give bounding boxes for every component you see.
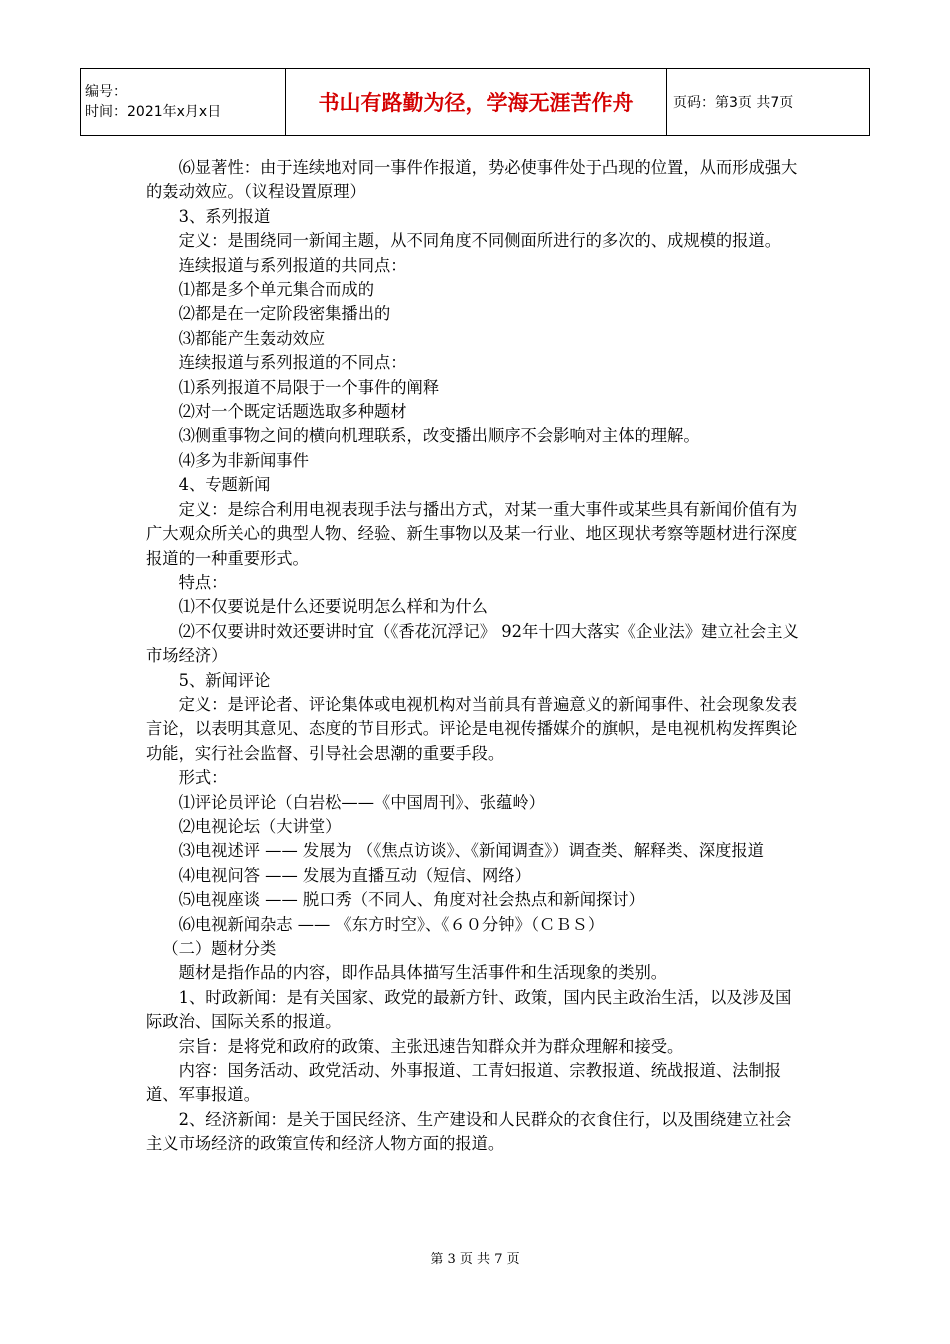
- paragraph: ⑸电视座谈 —— 脱口秀（不同人、角度对社会热点和新闻探讨）: [178, 890, 645, 910]
- paragraph: 3、系列报道: [178, 206, 271, 226]
- paragraph: 连续报道与系列报道的不同点：: [178, 353, 407, 373]
- paragraph: ⑶电视述评 —— 发展为 （《焦点访谈》、《新闻调查》）调查类、解释类、深度报道: [178, 841, 764, 861]
- paragraph: 2、经济新闻：是关于国民经济、生产建设和人民群众的衣食住行，以及围绕建立社会主义市场经济的政策宣传和经济人物方面的报道。: [146, 1109, 792, 1154]
- paragraph: 定义：是综合利用电视表现手法与播出方式，对某一重大事件或某些具有新闻价值有为广大观众所关心的典型人物、经验、新生事物以及某一行业、地区现状考察等题材进行深度报道的一种重要形式。: [146, 499, 798, 568]
- paragraph: 内容：国务活动、政党活动、外事报道、工青妇报道、宗教报道、统战报道、法制报道、军事报道。: [146, 1061, 782, 1105]
- paragraph: ⑵不仅要讲时效还要讲时宜（《香花沉浮记》 92年十四大落实《企业法》建立社会主义市场经济）: [146, 621, 799, 666]
- paragraph: 5、新闻评论: [178, 670, 271, 690]
- paragraph: ⑶侧重事物之间的横向机理联系，改变播出顺序不会影响对主体的理解。: [178, 426, 700, 446]
- document-body: [146, 156, 806, 1157]
- paragraph: （二）题材分类: [162, 939, 277, 958]
- header-meta: [81, 69, 286, 136]
- paragraph: ⑵对一个既定话题选取多种题材: [178, 402, 407, 422]
- paragraph: ⑴系列报道不局限于一个事件的阐释: [178, 377, 440, 397]
- paragraph: ⑹电视新闻杂志 —— 《东方时空》、《６０分钟》（ＣＢＳ）: [178, 914, 605, 934]
- paragraph: ⑹显著性：由于连续地对同一事件作报道，势必使事件处于凸现的位置，从而形成强大的轰动效应。（议程设置原理）: [146, 158, 798, 202]
- paragraph: ⑴不仅要说是什么还要说明怎么样和为什么: [178, 597, 488, 617]
- paragraph: 宗旨：是将党和政府的政策、主张迅速告知群众并为群众理解和接受。: [178, 1036, 684, 1056]
- paragraph: ⑷电视问答 —— 发展为直播互动（短信、网络）: [178, 865, 531, 885]
- paragraph: 题材是指作品的内容，即作品具体描写生活事件和生活现象的类别。: [178, 963, 668, 983]
- paragraph: 特点：: [178, 572, 228, 592]
- paragraph: 形式：: [178, 768, 228, 788]
- paragraph: 定义：是评论者、评论集体或电视机构对当前具有普遍意义的新闻事件、社会现象发表言论，以表明其意见、态度的节目形式。评论是电视传播媒介的旗帜，是电视机构发挥舆论功能，实行社会监督、引导社会思潮的重要手段。: [146, 694, 798, 763]
- time-label: 时间：2021年x月x日: [85, 104, 222, 120]
- paragraph: 连续报道与系列报道的共同点：: [178, 255, 407, 275]
- paragraph: ⑷多为非新闻事件: [178, 450, 309, 470]
- paragraph: ⑴评论员评论（白岩松——《中国周刊》、张蕴岭）: [178, 792, 545, 812]
- paragraph: ⑴都是多个单元集合而成的: [178, 280, 374, 300]
- document-header: [80, 68, 870, 136]
- paragraph: ⑵电视论坛（大讲堂）: [178, 816, 342, 836]
- page-info: 页码：第3页 共7页: [667, 69, 870, 136]
- motto: 书山有路勤为径，学海无涯苦作舟: [286, 69, 667, 136]
- paragraph: 定义：是围绕同一新闻主题，从不同角度不同侧面所进行的多次的、成规模的报道。: [178, 231, 782, 251]
- paragraph: ⑶都能产生轰动效应: [178, 328, 326, 348]
- paragraph: ⑵都是在一定阶段密集播出的: [178, 304, 391, 324]
- number-label: 编号：: [85, 84, 127, 100]
- page-footer: 第 3 页 共 7 页: [430, 1252, 520, 1267]
- paragraph: 1、时政新闻：是有关国家、政党的最新方针、政策，国内民主政治生活，以及涉及国际政治、国际关系的报道。: [146, 987, 792, 1032]
- paragraph: 4、专题新闻: [178, 475, 271, 495]
